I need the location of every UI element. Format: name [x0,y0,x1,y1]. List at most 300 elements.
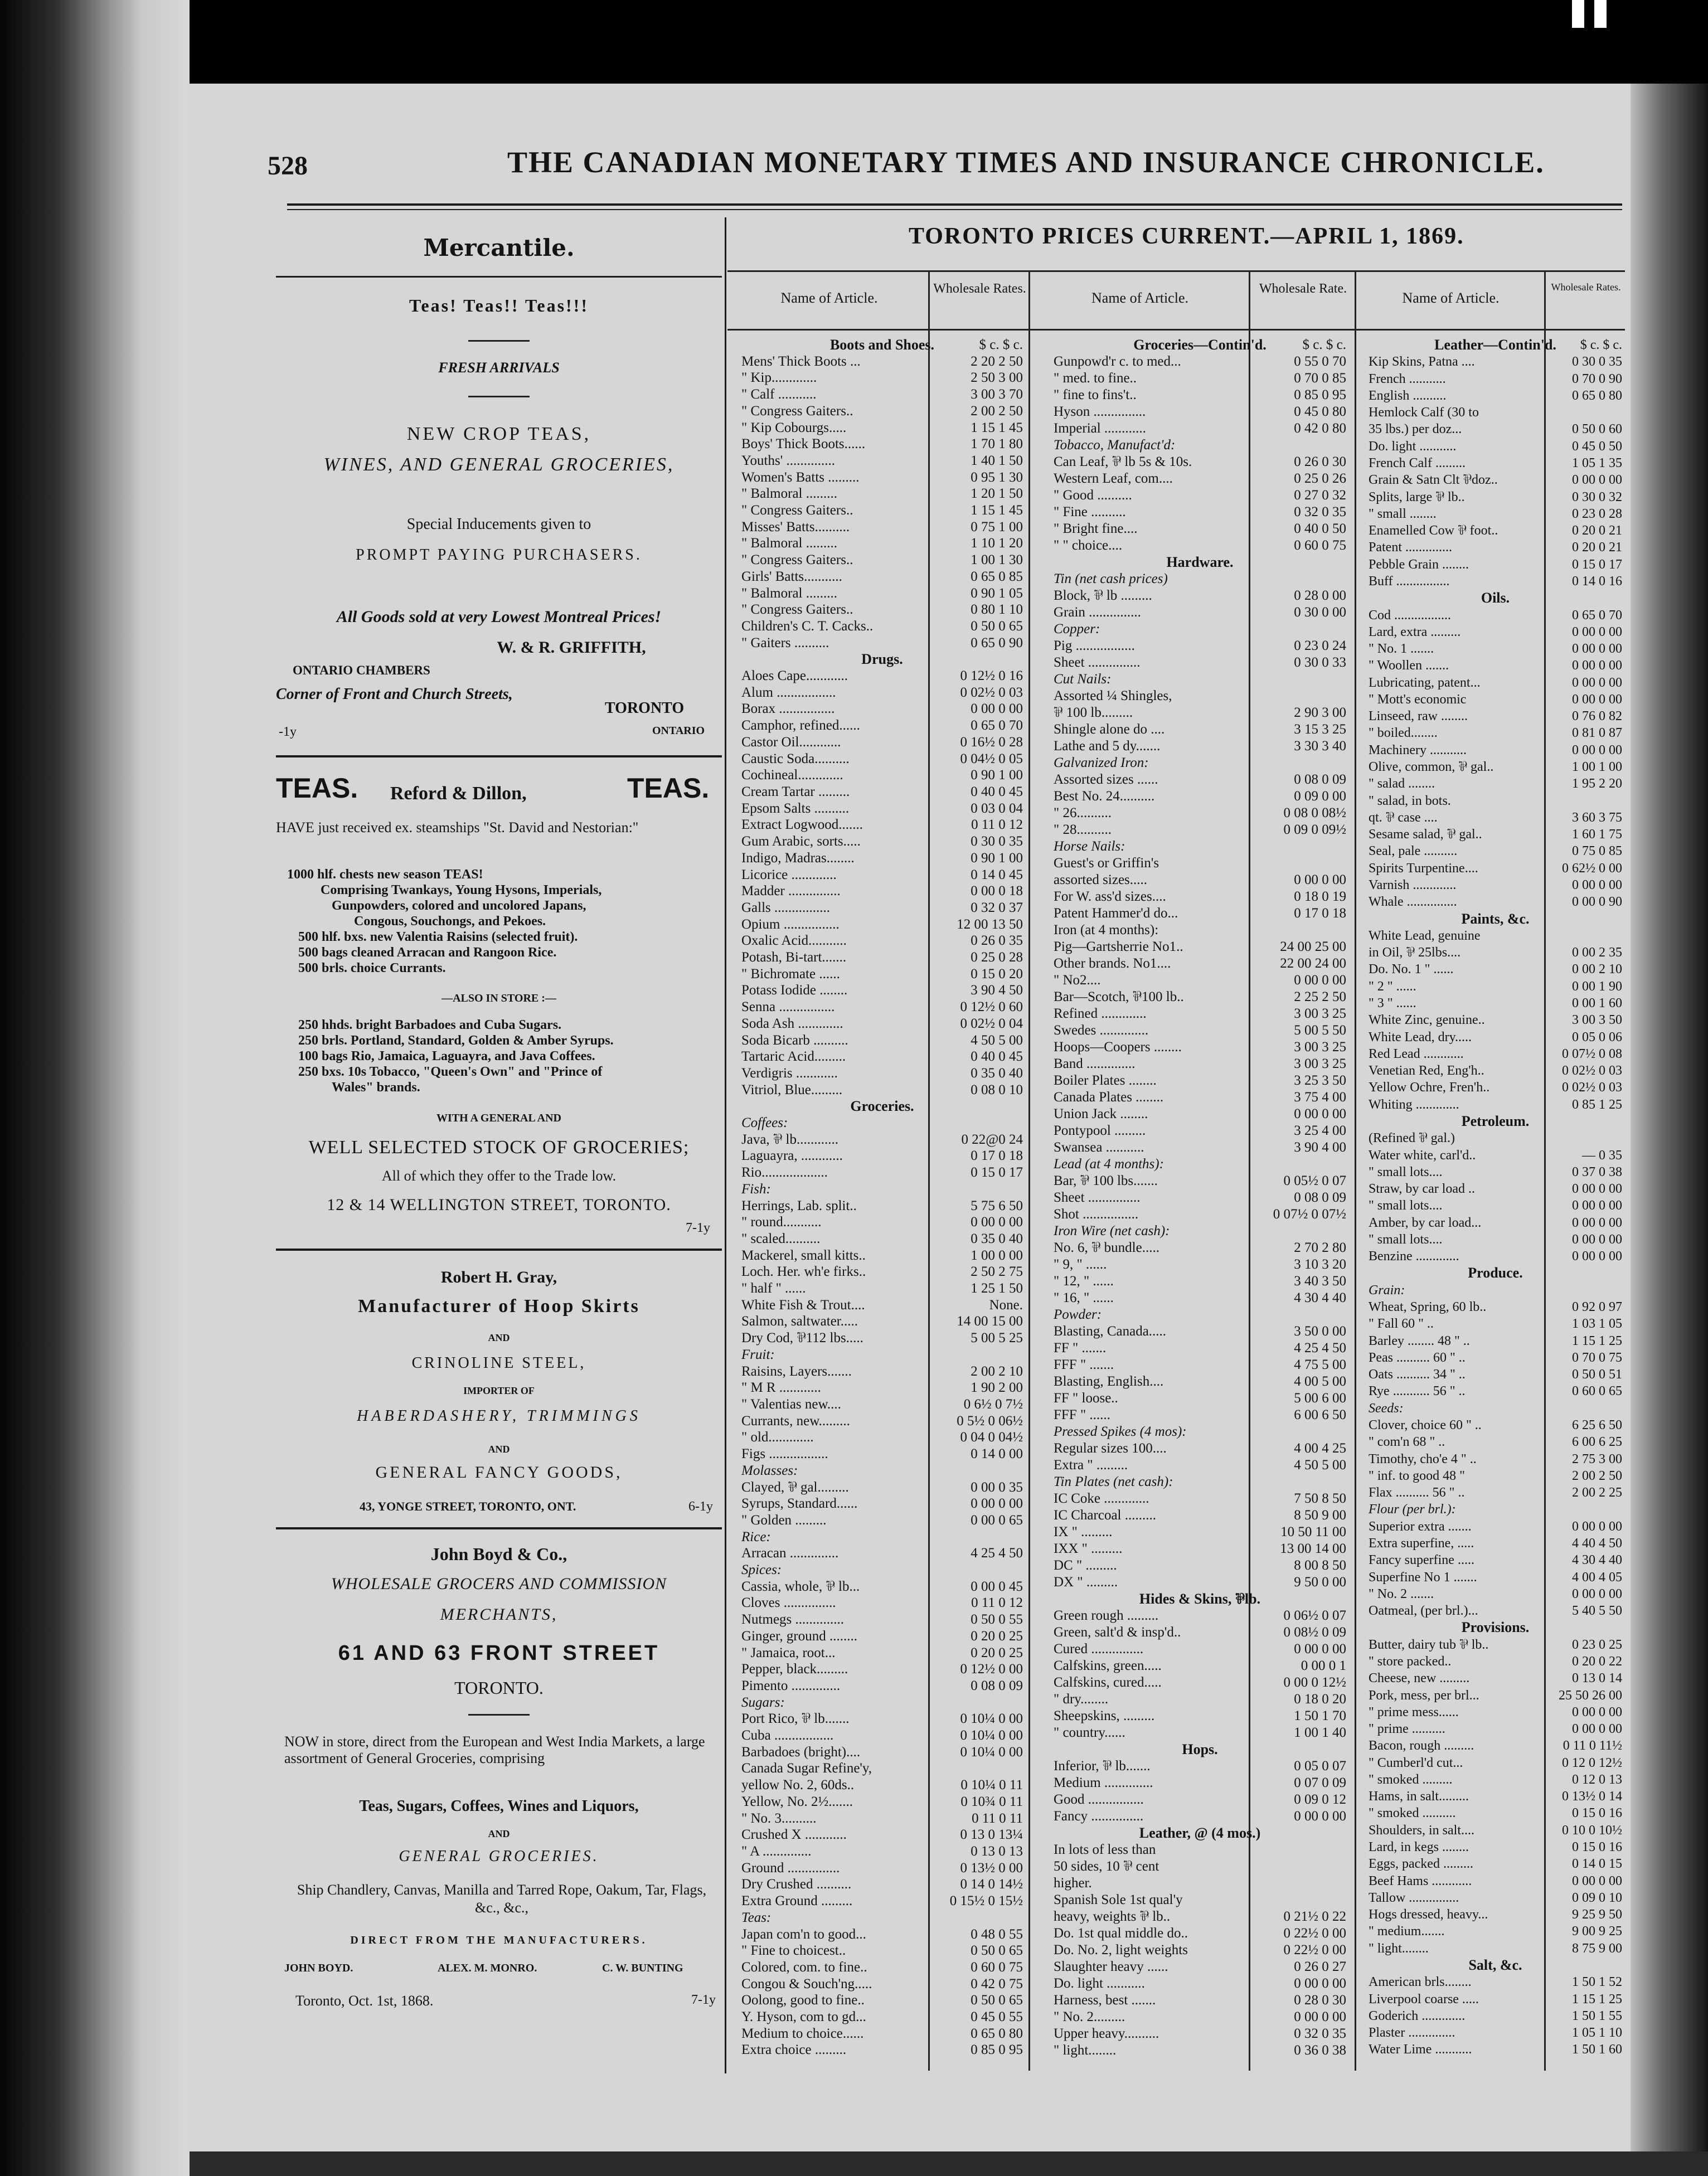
price-row [1054,1207,1346,1223]
wholesale-rate: 0 11 0 11 [972,1810,1023,1826]
article-name: Patent .............. [1369,540,1452,555]
wholesale-rate: 0 08 0 09 [1294,772,1346,787]
article-name: Yellow, No. 2½....... [741,1794,853,1809]
article-name: qt. ⅌ case .... [1369,810,1438,825]
ad4-body: NOW in store, direct from the European and West India Markets, a large assortment of General Groceries, comprising [284,1733,705,1766]
article-name: Kip Skins, Patna .... [1369,354,1475,370]
article-name: Do. No. 1 " ...... [1369,962,1454,977]
wholesale-rate: 0 30 0 32 [1572,489,1622,504]
article-name: Leather, @ (4 mos.) [1139,1825,1261,1841]
article-name: Water white, carl'd.. [1369,1148,1476,1163]
price-row [1054,755,1346,772]
article-name: " prime mess...... [1369,1704,1459,1720]
article-name: Tallow ............... [1369,1890,1459,1905]
wholesale-rate: 0 08 0 09 [971,1678,1023,1693]
wholesale-rate: 0 00 0 00 [1294,1809,1346,1824]
article-name: Tartaric Acid......... [741,1049,846,1065]
article-name: Teas: [741,1910,771,1925]
article-name: Cream Tartar ......... [741,784,850,799]
price-row [1054,856,1346,872]
price-row [1054,538,1346,555]
wholesale-rate: 0 30 0 33 [1294,655,1346,670]
article-name: Tin (net cash prices) [1054,571,1168,586]
article-name: Cut Nails: [1054,672,1112,687]
wholesale-rate: 0 15 0 20 [971,966,1023,982]
article-name: Oolong, good to fine.. [741,1993,865,2008]
price-row [1054,1407,1346,1424]
article-name: Aloes Cape............ [741,668,848,684]
article-name: Beef Hams ............ [1369,1873,1472,1888]
article-name: " A .............. [741,1843,812,1859]
wholesale-rate: 0 25 0 26 [1294,471,1346,486]
price-row [1369,759,1622,776]
article-name: " 3 " ...... [1369,995,1416,1011]
price-section-heading [1054,337,1346,354]
article-name: Can Leaf, ⅌ lb 5s & 10s. [1054,454,1192,469]
ad-divider [276,276,722,278]
price-row [1054,1541,1346,1558]
article-name: Assorted ¼ Shingles, [1054,688,1172,703]
col-header-rate: Wholesale Rates. [1551,281,1621,293]
price-row [1054,1006,1346,1023]
article-name: Soda Ash ............. [741,1016,843,1031]
price-row [1369,1823,1622,1839]
article-name: Venetian Red, Eng'h.. [1369,1063,1484,1079]
wholesale-rate: 3 00 3 25 [1294,1040,1346,1055]
wholesale-rate: 0 08 0 10 [971,1082,1023,1097]
article-name: " 26.......... [1054,805,1112,820]
article-name: Tin Plates (net cash): [1054,1474,1173,1489]
wholesale-rate: 0 00 0 00 [1572,675,1622,690]
article-name: Do. 1st qual middle do.. [1054,1926,1188,1941]
price-row [741,1629,1023,1645]
header-rule [287,209,1622,210]
ad4-line: Ship Chandlery, Canvas, Manilla and Tarred Rope, Oakum, Tar, Flags, &c., &c., [297,1882,707,1916]
col-header-name: Name of Article. [1091,290,1188,306]
price-row [1054,1608,1346,1625]
price-row [741,1910,1023,1927]
article-name: " 9, " ...... [1054,1257,1107,1272]
wholesale-rate: 0 40 0 45 [971,784,1023,799]
wholesale-rate: 0 10 0 10½ [1562,1823,1622,1838]
article-name: " " choice.... [1054,538,1123,553]
price-row [1369,708,1622,725]
article-name: Shoulders, in salt.... [1369,1823,1474,1838]
wholesale-rate: 0 30 0 35 [1572,354,1622,370]
wholesale-rate: 3 90 4 00 [1294,1140,1346,1155]
article-name: " salad ........ [1369,776,1435,791]
scan-mark [1594,0,1607,28]
wholesale-rate: 3 00 3 25 [1294,1056,1346,1071]
price-row [1054,1524,1346,1541]
wholesale-rate: 0 00 1 90 [1572,979,1622,994]
article-name: Splits, large ⅌ lb.. [1369,489,1465,504]
price-row [741,453,1023,470]
price-row [1369,1839,1622,1856]
col-header-name: Name of Article. [780,290,878,306]
price-row [741,999,1023,1016]
price-row [1054,1307,1346,1324]
price-row [1369,1688,1622,1704]
price-row [741,701,1023,718]
article-name: heavy, weights ⅌ lb.. [1054,1909,1171,1924]
article-name: Hemlock Calf (30 to [1369,405,1479,420]
wholesale-rate: 0 09 0 10 [1572,1890,1622,1905]
price-section-heading [741,1099,1023,1115]
article-name: English .......... [1369,388,1447,403]
price-row [741,1645,1023,1662]
price-row [1054,1458,1346,1474]
price-row [1369,827,1622,843]
wholesale-rate: — 0 35 [1582,1148,1622,1163]
ad1-tag: -1y [279,725,297,739]
wholesale-rate: 0 25 0 28 [971,950,1023,965]
price-row [741,1264,1023,1281]
article-name: " Woollen ....... [1369,658,1449,673]
price-row [741,354,1023,371]
wholesale-rate: 0 00 0 00 [1294,2009,1346,2024]
price-row [1054,1575,1346,1591]
article-name: " light........ [1054,2043,1117,2058]
wholesale-rate: 0 04 0 04½ [960,1430,1023,1445]
article-name: ⅌ 100 lb......... [1054,705,1133,720]
article-name: White Lead, genuine [1369,928,1481,943]
article-name: Patent Hammer'd do... [1054,906,1178,921]
section-heading: Mercantile. [423,234,575,261]
price-row [1054,1223,1346,1240]
wholesale-rate: 0 50 0 65 [971,1943,1023,1959]
article-name: Refined ............. [1054,1006,1147,1021]
article-name: Drugs. [861,652,903,668]
price-row [741,1330,1023,1347]
article-name: Rye ........... 56 " .. [1369,1384,1466,1399]
article-name: Machinery ........... [1369,742,1467,757]
article-name: " M R ............ [741,1380,821,1396]
price-row [1054,956,1346,973]
price-row [1369,2025,1622,2042]
price-row [1054,1040,1346,1056]
price-row [741,1695,1023,1712]
price-row [741,1861,1023,1877]
price-row [741,1281,1023,1298]
article-name: Hogs dressed, heavy... [1369,1907,1488,1922]
price-row [1054,1658,1346,1675]
wholesale-rate: 0 30 0 35 [971,834,1023,849]
price-row [1054,722,1346,739]
ad2-item: Wales" brands. [332,1080,420,1095]
wholesale-rate: 0 15½ 0 15½ [949,1893,1023,1909]
article-name: Union Jack ........ [1054,1106,1148,1121]
article-name: Japan com'n to good... [741,1926,866,1942]
article-name: White Fish & Trout.... [741,1297,865,1313]
article-name: Port Rico, ⅌ lb....... [741,1711,850,1727]
wholesale-rate: 5 40 5 50 [1572,1604,1622,1619]
ad3-addr: 43, YONGE STREET, TORONTO, ONT. [360,1499,576,1513]
price-row [741,668,1023,685]
article-name: (Refined ⅌ gal.) [1369,1131,1455,1146]
article-name: Yellow Ochre, Fren'h.. [1369,1080,1490,1095]
price-row [741,851,1023,867]
article-name: " Balmoral ......... [741,536,837,551]
price-row [1369,1738,1622,1755]
price-row [1054,1257,1346,1274]
article-name: Epsom Salts .......... [741,800,850,816]
price-row [1369,421,1622,438]
price-row [1054,889,1346,906]
article-name: Mens' Thick Boots ... [741,353,861,369]
price-row [741,1711,1023,1728]
article-name: Molasses: [741,1463,798,1478]
article-name: Medium to choice...... [741,2026,864,2041]
price-row [741,519,1023,536]
price-section-heading [1369,1958,1622,1974]
article-name: " small lots.... [1369,1198,1443,1213]
price-row [1054,571,1346,588]
article-name: Goderich ............. [1369,2008,1466,2023]
wholesale-rate: 1 00 1 00 [1572,760,1622,775]
price-row [1369,2042,1622,2058]
article-name: Oatmeal, (per brl.)... [1369,1604,1478,1619]
wholesale-rate: $ c. $ c. [979,337,1023,352]
price-row [1369,1181,1622,1198]
wholesale-rate: 3 90 4 50 [971,983,1023,998]
page-edge [1631,84,1708,2151]
wholesale-rate: 0 36 0 38 [1294,2043,1346,2058]
wholesale-rate: 1 90 2 00 [971,1380,1023,1396]
article-name: Iron (at 4 months): [1054,922,1159,938]
wholesale-rate: 13 00 14 00 [1280,1541,1346,1556]
price-row [1054,1274,1346,1290]
price-row [1369,1215,1622,1232]
wholesale-rate: 0 6½ 0 7½ [963,1397,1023,1412]
wholesale-rate: 0 26 0 27 [1294,1959,1346,1974]
price-row [1054,1959,1346,1976]
wholesale-rate: 0 00 0 00 [1572,692,1622,707]
article-name: Laguayra, ............ [741,1148,843,1164]
ad1-city: TORONTO [605,700,685,717]
price-row [741,404,1023,420]
wholesale-rate: 0 16½ 0 28 [960,734,1023,750]
article-name: Women's Batts ......... [741,469,860,485]
wholesale-rate: 0 00 0 00 [1294,872,1346,887]
article-name: Opium ................ [741,916,840,932]
wholesale-rate: 0 42 0 75 [971,1976,1023,1992]
wholesale-rate: 0 65 0 80 [971,2026,1023,2041]
wholesale-rate: 0 65 0 85 [971,569,1023,584]
price-row [1054,1090,1346,1106]
price-section-heading [1054,555,1346,571]
article-name: " 28.......... [1054,822,1112,837]
price-row [1369,861,1622,877]
article-name: Sugars: [741,1694,785,1710]
article-name: Tobacco, Manufact'd: [1054,438,1176,453]
wholesale-rate: 0 70 0 85 [1294,371,1346,386]
price-row [1369,979,1622,995]
wholesale-rate: 0 00 0 00 [1294,1641,1346,1657]
wholesale-rate: 0 60 0 75 [971,1959,1023,1975]
ad4-line: DIRECT FROM THE MANUFACTURERS. [350,1934,648,1946]
article-name: Do. light ........... [1054,1976,1145,1991]
price-row [741,883,1023,900]
wholesale-rate: 0 85 0 95 [1294,387,1346,402]
article-name: Potash, Bi-tart....... [741,950,847,965]
article-name: Grain ............... [1054,605,1141,620]
wholesale-rate: 4 00 5 00 [1294,1374,1346,1389]
article-name: Lubricating, patent... [1369,675,1481,690]
wholesale-rate: 0 13 0 13¼ [960,1827,1023,1843]
wholesale-rate: 0 13½ 0 14 [1562,1789,1622,1804]
wholesale-rate: 0 15 0 17 [1572,557,1622,572]
ad-rule [468,396,530,397]
ad3-tag: 6-1y [688,1499,713,1514]
wholesale-rate: 0 37 0 38 [1572,1164,1622,1179]
article-name: Best No. 24.......... [1054,789,1155,804]
price-row [741,1960,1023,1976]
wholesale-rate: 0 23 0 28 [1572,506,1622,521]
article-name: Pimento .............. [741,1678,841,1693]
price-row [1369,439,1622,455]
article-name: Western Leaf, com.... [1054,471,1173,486]
paper-title: THE CANADIAN MONETARY TIMES AND INSURANCE CHRONICLE. [507,145,1545,179]
wholesale-rate: 0 00 0 65 [971,1512,1023,1528]
article-name: Lathe and 5 dy....... [1054,739,1161,754]
wholesale-rate: 0 00 0 00 [1572,642,1622,657]
wholesale-rate: 0 06½ 0 07 [1283,1608,1346,1623]
article-name: Salt, &c. [1468,1958,1522,1973]
wholesale-rate: 0 00 1 60 [1572,995,1622,1011]
wholesale-rate: 3 00 3 50 [1572,1013,1622,1028]
article-name: Java, ⅌ lb............ [741,1131,838,1147]
article-name: Upper heavy.......... [1054,2026,1159,2041]
wholesale-rate: 0 00 0 00 [1572,1873,1622,1888]
price-row [741,768,1023,784]
article-name: Hides & Skins, ⅌lb. [1139,1591,1261,1607]
price-row [1054,2026,1346,2043]
article-name: higher. [1054,1876,1092,1891]
wholesale-rate: 0 65 0 70 [1572,608,1622,623]
wholesale-rate: $ c. $ c. [1302,337,1346,352]
article-name: " old............. [741,1430,814,1445]
price-row [1369,608,1622,624]
article-name: Gum Arabic, sorts..... [741,834,861,849]
wholesale-rate: 0 27 0 32 [1294,488,1346,503]
article-name: Extract Logwood....... [741,817,863,833]
article-name: Green rough ......... [1054,1608,1159,1623]
article-name: Dry Crushed .......... [741,1877,852,1892]
article-name: Petroleum. [1461,1113,1530,1129]
wholesale-rate: 0 00 0 00 [1572,473,1622,488]
article-name: Slaughter heavy ...... [1054,1959,1168,1974]
price-row [1369,894,1622,911]
price-row [741,784,1023,801]
wholesale-rate: 0 00 0 00 [1572,1215,1622,1230]
article-name: " Fall 60 " .. [1369,1317,1434,1332]
article-name: Calfskins, green..... [1054,1658,1162,1673]
ad2-item: Comprising Twankays, Young Hysons, Imperials, [321,883,602,897]
price-row [741,2009,1023,2026]
article-name: Salmon, saltwater..... [741,1314,858,1329]
ad3-line: Manufacturer of Hoop Skirts [358,1296,640,1317]
wholesale-rate: 5 00 5 25 [971,1330,1023,1346]
price-row [741,420,1023,437]
article-name: Regular sizes 100.... [1054,1441,1167,1456]
price-row [1054,421,1346,438]
wholesale-rate: 1 15 1 45 [971,503,1023,518]
article-name: Extra choice ......... [741,2042,847,2058]
price-row [1369,1519,1622,1536]
wholesale-rate: 0 00 0 00 [971,1496,1023,1512]
price-row [1054,1842,1346,1859]
article-name: Grain & Satn Clt ⅌doz.. [1369,473,1498,488]
article-name: Pepper, black......... [741,1662,848,1677]
wholesale-rate: 8 50 9 00 [1294,1508,1346,1523]
article-name: Currants, new......... [741,1413,850,1429]
article-name: Green, salt'd & insp'd.. [1054,1625,1181,1640]
wholesale-rate: 0 65 0 70 [971,718,1023,734]
wholesale-rate: 0 00 0 00 [1572,1198,1622,1213]
price-row [741,1579,1023,1596]
price-row [741,1446,1023,1463]
article-name: " salad, in bots. [1369,793,1451,808]
wholesale-rate: 3 00 3 25 [1294,1006,1346,1021]
price-row [741,801,1023,818]
price-row [1054,1859,1346,1876]
price-row [741,1877,1023,1893]
article-name: Raisins, Layers....... [741,1363,852,1379]
price-row [1369,1789,1622,1805]
wholesale-rate: 0 40 0 50 [1294,521,1346,536]
wholesale-rate: 0 17 0 18 [1294,906,1346,921]
ad4-tag: 7-1y [691,1993,716,2007]
ad2-list [287,867,722,976]
article-name: Girls' Batts........... [741,569,842,584]
article-name: Water Lime ........... [1369,2042,1472,2057]
ad4-partner: ALEX. M. MONRO. [438,1962,537,1974]
price-row [1369,523,1622,540]
wholesale-rate: 0 07½ 0 08 [1562,1046,1622,1061]
article-name: Boys' Thick Boots...... [741,436,866,452]
wholesale-rate: 0 11 0 12 [971,817,1023,833]
price-row [741,1414,1023,1430]
article-name: Cured ............... [1054,1641,1144,1657]
article-name: Cuba ................. [741,1728,834,1743]
price-section-heading [1369,590,1622,607]
price-row [1054,789,1346,805]
price-row [1054,1809,1346,1825]
price-row [741,1430,1023,1446]
price-row [741,1215,1023,1231]
wholesale-rate: 2 50 3 00 [971,370,1023,386]
wholesale-rate: 3 10 3 20 [1294,1257,1346,1272]
article-name: Whiting ............. [1369,1097,1459,1112]
wholesale-rate: 0 92 0 97 [1572,1300,1622,1315]
price-row [741,569,1023,586]
wholesale-rate: 0 21½ 0 22 [1283,1909,1346,1924]
article-name: yellow No. 2, 60ds.. [741,1777,855,1793]
price-row [1369,1367,1622,1383]
price-row [1369,1586,1622,1603]
price-row [1369,388,1622,405]
price-section-heading [1054,1742,1346,1759]
price-row [1369,405,1622,421]
article-name: Camphor, refined...... [741,718,860,734]
price-row [1054,1792,1346,1809]
article-name: FFF " ....... [1054,1357,1114,1372]
price-row [741,586,1023,603]
article-name: Shot ................ [1054,1207,1139,1222]
price-column-3 [1369,337,1622,2059]
price-row [741,503,1023,519]
